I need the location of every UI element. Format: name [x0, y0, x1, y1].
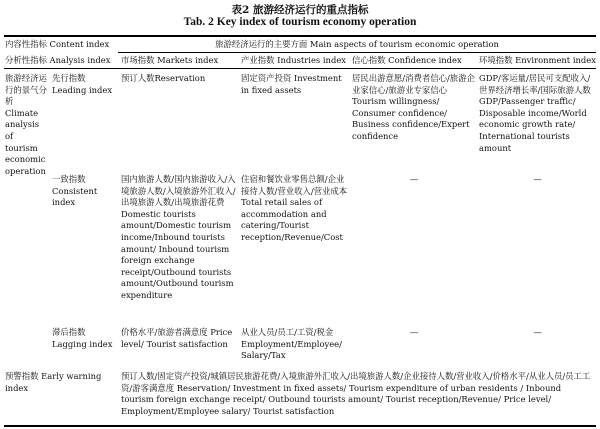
leading-markets-cell: 预订人数Reservation	[121, 73, 206, 83]
header-main-aspects: 旅游经济运行的主要方面 Main aspects of tourism economic operation	[215, 39, 499, 49]
lagging-index-label: 滞后指数 Lagging index	[52, 327, 113, 349]
lagging-environment-cell: —	[533, 327, 542, 337]
header-markets-index: 市场指数 Markets index	[121, 55, 219, 65]
top-rule	[4, 35, 596, 37]
early-warning-cell: 预订人数/固定资产投资/城镇居民旅游花费/入境旅游外汇收入/出境旅游人数/企业接待人数/营业收入/价格水平/从业人员/员工工资/游客满意度 Reservation/ Investment in fixed assets/ Tourism expenditure of urban residents / Inbound tourism foreign exchange receipt/ Outbound tourists amount/ Tourist reception/Revenue/ Price level/ Employment/Employee salary/ Tourist satisfaction	[121, 371, 591, 416]
header-confidence-index: 信心指数 Confidence index	[352, 55, 462, 65]
bottom-rule	[4, 425, 596, 427]
consistent-index-label: 一致指数 Consistent index	[52, 174, 98, 208]
climate-analysis-label: 旅游经济运行的景气分析 Climate analysis of tourism economic operation	[5, 73, 47, 176]
table-caption-english: Tab. 2 Key index of tourism economy operation	[183, 16, 417, 28]
consistent-markets-cell: 国内旅游人数/国内旅游收入/入境旅游人数/入境旅游外汇收入/出境旅游人数/出境旅游花费 Domestic tourists amount/Domestic tourism income/Inbound tourists amount/ Inbound tourism foreign exchange receipt/Outbound tourists amount/Outbound tourism expenditure	[121, 174, 236, 300]
leading-index-label: 先行指数 Leading index	[52, 73, 113, 95]
consistent-industries-cell: 住宿和餐饮业零售总额/企业接待人数/营业收入/营业成本 Total retail sales of accommodation and catering/Tourist reception/Revenue/Cost	[241, 174, 348, 242]
leading-environment-cell: GDP/客运量/居民可支配收入/世界经济增长率/国际旅游人数 GDP/Passenger traffic/ Disposable income/World economic growth rate/ International tourists amount	[479, 73, 591, 153]
header-bottom-rule	[4, 68, 596, 69]
consistent-environment-cell: —	[533, 174, 542, 184]
leading-confidence-cell: 居民出游意愿/消费者信心/旅游企业家信心/旅游业专家信心 Tourism willingness/ Consumer confidence/ Business confidence/Expert confidence	[352, 73, 475, 141]
lagging-markets-cell: 价格水平/旅游者满意度 Price level/ Tourist satisfaction	[121, 327, 233, 349]
header-analysis-index: 分析性指标 Analysis index	[5, 55, 111, 65]
header-content-index: 内容性指标 Content index	[5, 39, 110, 49]
header-sub-rule	[118, 52, 596, 53]
header-environment-index: 环境指数 Environment index	[479, 55, 596, 65]
table-caption-chinese: 表2 旅游经济运行的重点指标	[231, 4, 369, 16]
lagging-industries-cell: 从业人员/员工/工资/税金 Employment/Employee/ Salary/Tax	[241, 327, 342, 361]
header-industries-index: 产业指数 Industries index	[241, 55, 346, 65]
consistent-confidence-cell: —	[409, 174, 419, 184]
lagging-confidence-cell: —	[409, 327, 419, 337]
early-warning-label: 预警指数 Early warning index	[5, 371, 102, 393]
leading-industries-cell: 固定资产投资 Investment in fixed assets	[241, 73, 342, 95]
